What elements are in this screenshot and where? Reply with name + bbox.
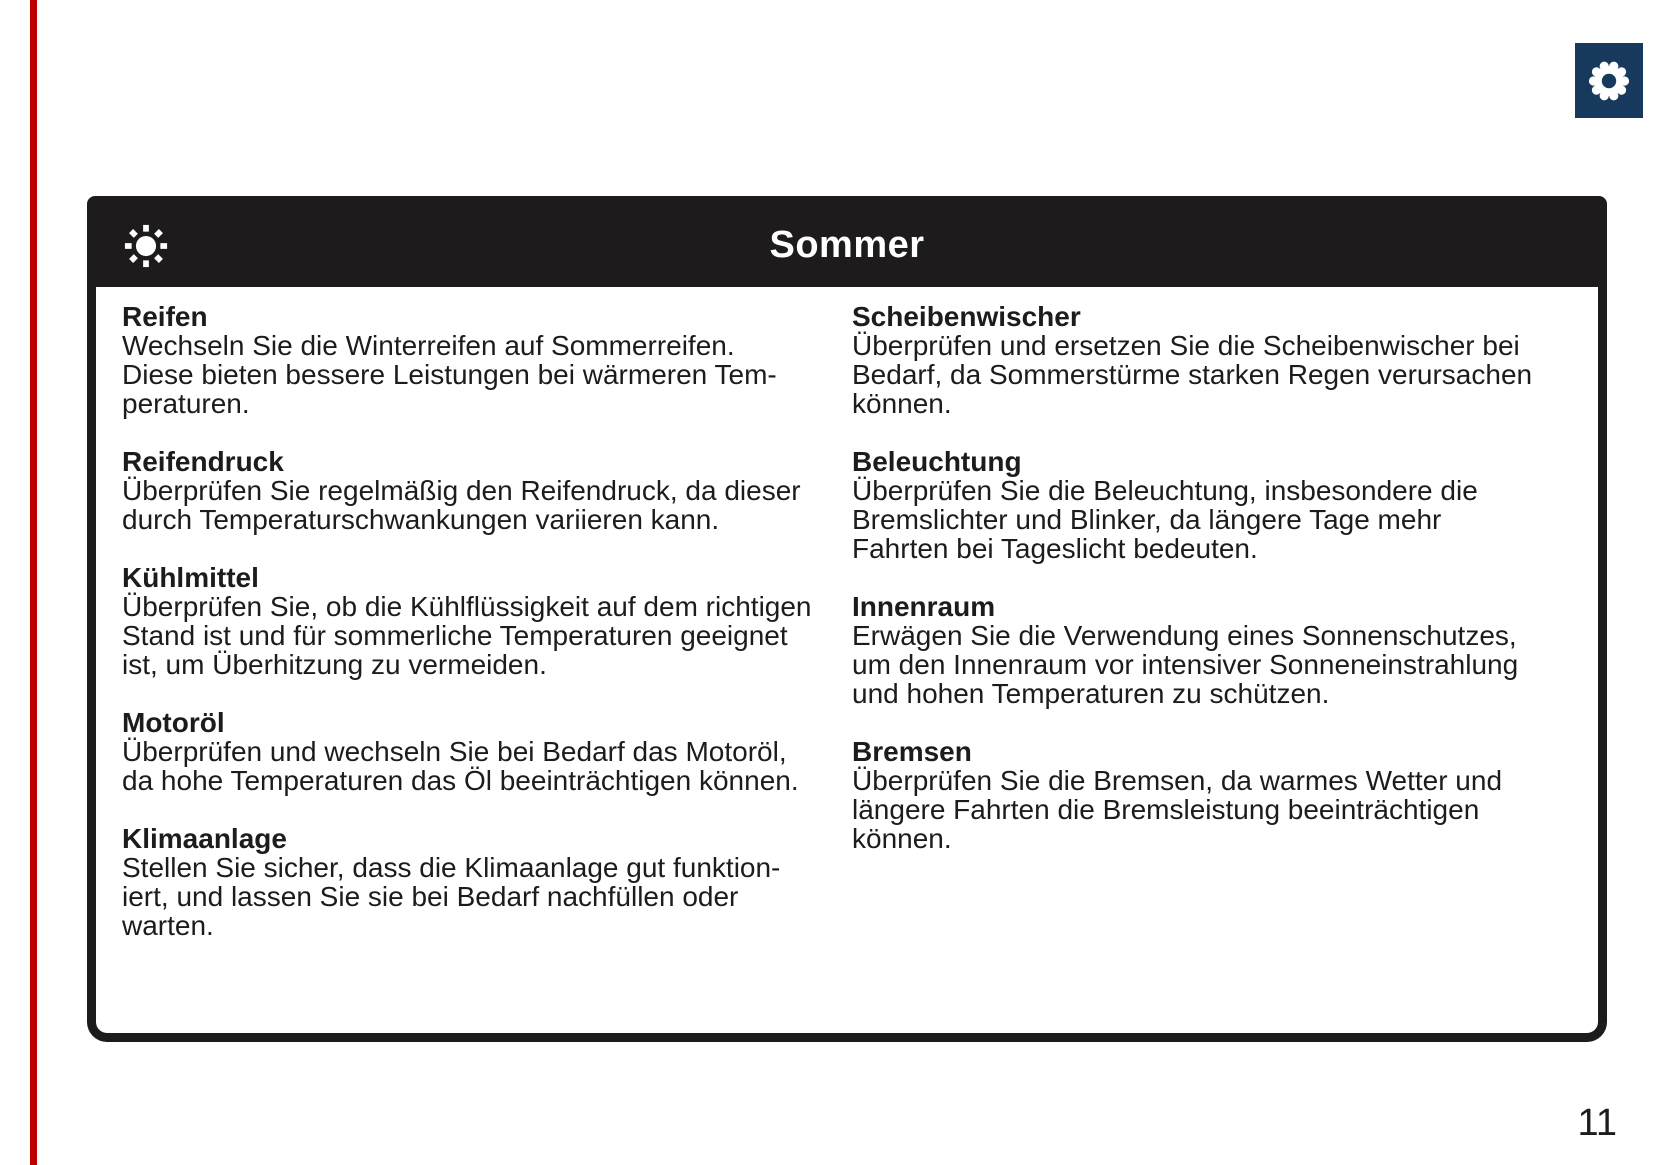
season-card	[87, 196, 1607, 1042]
section-heading: Beleuchtung	[852, 446, 1022, 477]
gear-icon	[1583, 55, 1635, 107]
section-text-line: können.	[852, 823, 952, 854]
page-number: 11	[1577, 1102, 1617, 1144]
section-text-line: und hohen Temperaturen zu schützen.	[852, 678, 1330, 709]
section-text-line: längere Fahrten die Bremsleistung beeinträchtigen	[852, 794, 1480, 825]
section-text-line: da hohe Temperaturen das Öl beeinträchtigen können.	[122, 765, 799, 796]
manual-section	[122, 708, 852, 795]
section-text-line: Überprüfen und wechseln Sie bei Bedarf das Motoröl,	[122, 736, 787, 767]
column-right	[852, 302, 1598, 940]
section-heading: Bremsen	[852, 736, 972, 767]
section-heading: Motoröl	[122, 707, 225, 738]
manual-section	[852, 737, 1598, 853]
section-text-line: Überprüfen Sie regelmäßig den Reifendruck, da dieser	[122, 475, 801, 506]
card-body	[96, 287, 1598, 940]
section-text-line: warten.	[122, 910, 214, 941]
section-text-line: Stellen Sie sicher, dass die Klimaanlage gut funktion-	[122, 852, 781, 883]
section-text-line: Überprüfen Sie, ob die Kühlflüssigkeit auf dem richtigen	[122, 591, 812, 622]
section-text-line: Stand ist und für sommerliche Temperaturen geeignet	[122, 620, 788, 651]
column-left	[122, 302, 852, 940]
section-text-line: Wechseln Sie die Winterreifen auf Sommerreifen.	[122, 330, 735, 361]
section-text-line: durch Temperaturschwankungen variieren kann.	[122, 504, 720, 535]
section-text-line: ist, um Überhitzung zu vermeiden.	[122, 649, 547, 680]
section-text-line: Überprüfen und ersetzen Sie die Scheibenwischer bei	[852, 330, 1520, 361]
card-title: Sommer	[769, 224, 925, 266]
section-heading: Reifendruck	[122, 446, 284, 477]
section-text-line: Erwägen Sie die Verwendung eines Sonnenschutzes,	[852, 620, 1517, 651]
section-heading: Reifen	[122, 301, 208, 332]
section-heading: Klimaanlage	[122, 823, 287, 854]
section-heading: Kühlmittel	[122, 562, 259, 593]
section-text-line: peraturen.	[122, 388, 250, 419]
manual-section	[122, 447, 852, 534]
manual-section	[852, 592, 1598, 708]
section-text-line: Bremslichter und Blinker, da längere Tage mehr	[852, 504, 1442, 535]
manual-section	[122, 302, 852, 418]
section-text-line: Diese bieten bessere Leistungen bei wärmeren Tem-	[122, 359, 777, 390]
section-text-line: Überprüfen Sie die Beleuchtung, insbesondere die	[852, 475, 1478, 506]
section-text-line: iert, und lassen Sie sie bei Bedarf nachfüllen oder	[122, 881, 739, 912]
sun-icon	[123, 223, 169, 269]
section-text-line: Überprüfen Sie die Bremsen, da warmes Wetter und	[852, 765, 1503, 796]
section-heading: Innenraum	[852, 591, 996, 622]
manual-section	[852, 302, 1598, 418]
page-edge-stripe	[30, 0, 37, 1165]
settings-tile	[1575, 43, 1643, 118]
manual-section	[122, 824, 852, 940]
section-text-line: Fahrten bei Tageslicht bedeuten.	[852, 533, 1258, 564]
section-text-line: können.	[852, 388, 952, 419]
card-header	[95, 204, 1599, 287]
section-text-line: um den Innenraum vor intensiver Sonneneinstrahlung	[852, 649, 1519, 680]
manual-section	[852, 447, 1598, 563]
section-text-line: Bedarf, da Sommerstürme starken Regen verursachen	[852, 359, 1533, 390]
manual-section	[122, 563, 852, 679]
section-heading: Scheibenwischer	[852, 301, 1081, 332]
